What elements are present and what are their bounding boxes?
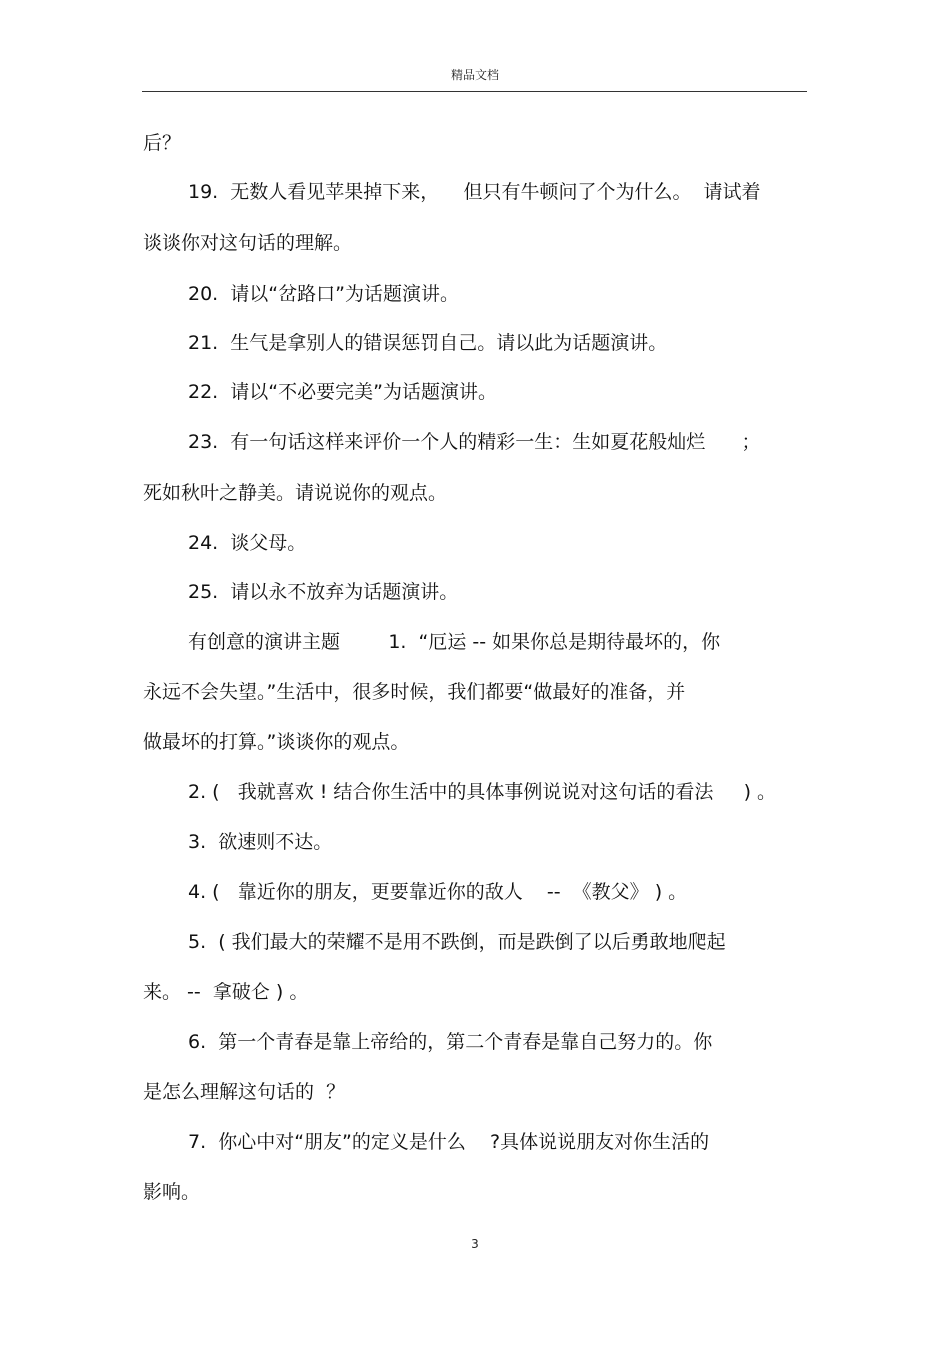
text-line: 22. 请以“不必要完美”为话题演讲。 [188, 381, 497, 403]
text-line: 6. 第一个青春是靠上帝给的，第二个青春是靠自己努力的。你 [188, 1031, 713, 1053]
header-divider [142, 91, 807, 92]
text-line: 4. ( 靠近你的朋友，更要靠近你的敌人 -- 《教父》 ) 。 [188, 881, 688, 903]
text-line: 来。 -- 拿破仑 ) 。 [143, 981, 309, 1003]
page-number: 3 [471, 1237, 479, 1251]
text-line: 2. ( 我就喜欢 ! 结合你生活中的具体事例说说对这句话的看法 ) 。 [188, 781, 777, 803]
text-line: 死如秋叶之静美。请说说你的观点。 [143, 482, 448, 504]
text-line: 永远不会失望。”生活中，很多时候，我们都要“做最好的准备，并 [143, 681, 686, 703]
text-line: 3. 欲速则不达。 [188, 831, 333, 853]
text-line: 是怎么理解这句话的 ？ [143, 1081, 346, 1103]
text-line: 25. 请以永不放弃为话题演讲。 [188, 581, 459, 603]
text-line: 谈谈你对这句话的理解。 [143, 232, 353, 254]
text-line: 23. 有一句话这样来评价一个人的精彩一生：生如夏花般灿烂 ； [188, 431, 761, 453]
text-line: 20. 请以“岔路口”为话题演讲。 [188, 283, 459, 305]
text-line: 有创意的演讲主题 1. “厄运 -- 如果你总是期待最坏的，你 [188, 631, 721, 653]
text-line: 影响。 [143, 1181, 201, 1203]
text-line: 做最坏的打算。”谈谈你的观点。 [143, 731, 410, 753]
text-line: 5. ( 我们最大的荣耀不是用不跌倒，而是跌倒了以后勇敢地爬起 [188, 931, 726, 953]
page-header-title: 精品文档 [450, 68, 499, 82]
text-line: 19. 无数人看见苹果掉下来， 但只有牛顿问了个为什么。 请试着 [188, 181, 761, 203]
text-line: 7. 你心中对“朋友”的定义是什么 ?具体说说朋友对你生活的 [188, 1131, 710, 1153]
text-line: 21. 生气是拿别人的错误惩罚自己。请以此为话题演讲。 [188, 332, 668, 354]
text-line: 后？ [143, 132, 182, 154]
text-line: 24. 谈父母。 [188, 532, 307, 554]
